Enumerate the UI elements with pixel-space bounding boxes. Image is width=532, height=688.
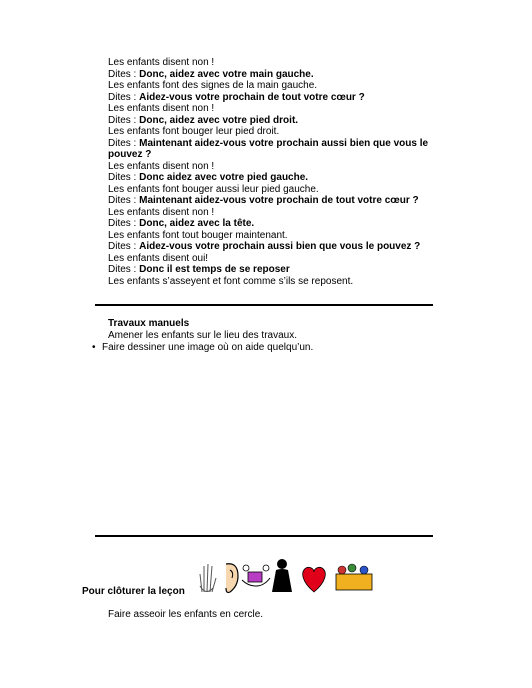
line-text: Les enfants s’asseyent et font comme s’ils se reposent.: [108, 275, 354, 287]
line-prefix: Dites :: [108, 91, 140, 103]
line-text: Les enfants font bouger leur pied droit.: [108, 126, 280, 137]
bullet-text: Faire dessiner une image où on aide quelqu’un.: [102, 342, 314, 353]
dialogue-line: [108, 172, 438, 184]
line-text: Aidez-vous votre prochain de tout votre cœur ?: [139, 91, 365, 103]
line-text: Donc aidez avec votre pied gauche.: [139, 172, 309, 183]
line-text: Les enfants disent non !: [108, 57, 215, 68]
dialogue-line: [108, 195, 438, 207]
line-prefix: Dites :: [108, 68, 140, 80]
dialogue-line: [108, 69, 438, 81]
line-text: Les enfants disent oui!: [108, 252, 209, 264]
ear-icon: [226, 564, 238, 593]
dialogue-block: [108, 57, 438, 287]
children-group-icon: [336, 564, 372, 590]
line-prefix: Dites :: [108, 218, 140, 229]
dialogue-line: [108, 264, 438, 276]
line-text: Donc, aidez avec votre pied droit.: [139, 114, 299, 126]
child-icon: [272, 559, 292, 592]
dialogue-line: [108, 276, 438, 288]
line-prefix: Dites :: [108, 241, 140, 252]
line-text: Les enfants disent non !: [108, 206, 215, 218]
dialogue-line: [108, 161, 438, 173]
dialogue-line: [108, 126, 438, 138]
bullet-dot: •: [92, 342, 96, 353]
line-text: Les enfants disent non !: [108, 103, 215, 114]
line-prefix: Dites :: [108, 195, 140, 206]
closing-label: Pour clôturer la leçon: [82, 586, 185, 597]
line-text: Les enfants font bouger aussi leur pied gauche.: [108, 183, 319, 195]
line-text: Donc, aidez avec la tête.: [139, 218, 255, 229]
section-title: Travaux manuels: [108, 318, 190, 329]
heart-icon: [303, 567, 326, 592]
bullet-item: [92, 342, 313, 353]
line-prefix: Dites :: [108, 264, 140, 275]
line-prefix: Dites :: [108, 172, 140, 183]
line-text: Maintenant aidez-vous votre prochain de tout votre cœur ?: [139, 195, 419, 206]
dialogue-line: [108, 103, 438, 115]
closing-text: Faire asseoir les enfants en cercle.: [108, 609, 264, 620]
dialogue-line: [108, 80, 438, 92]
dialogue-line: [108, 241, 438, 253]
dialogue-line: [108, 253, 438, 265]
dialogue-line: [108, 57, 438, 69]
dialogue-line: [108, 230, 438, 242]
section-subtitle: Amener les enfants sur le lieu des travaux.: [108, 330, 297, 341]
line-prefix: Dites :: [108, 137, 140, 149]
line-text: Les enfants font tout bouger maintenant.: [108, 229, 288, 241]
dialogue-line: [108, 184, 438, 196]
line-text: Les enfants disent non !: [108, 160, 215, 172]
dialogue-line: [108, 115, 438, 127]
line-text: Aidez-vous votre prochain aussi bien que vous le pouvez ?: [139, 241, 421, 252]
line-text: Donc, aidez avec votre main gauche.: [139, 68, 314, 80]
icon-strip: [196, 556, 376, 596]
hands-gift-icon: [242, 565, 270, 586]
hand-icon: [200, 564, 216, 592]
dialogue-line: [108, 207, 438, 219]
dialogue-line: [108, 138, 438, 161]
line-text: Les enfants font des signes de la main gauche.: [108, 80, 318, 91]
dialogue-line: [108, 218, 438, 230]
line-text: Maintenant aidez-vous votre prochain aussi bien que vous le pouvez ?: [108, 137, 429, 160]
dialogue-line: [108, 92, 438, 104]
divider-top: [95, 304, 433, 306]
line-text: Donc il est temps de se reposer: [139, 264, 290, 275]
divider-bottom: [95, 535, 433, 537]
line-prefix: Dites :: [108, 114, 140, 126]
